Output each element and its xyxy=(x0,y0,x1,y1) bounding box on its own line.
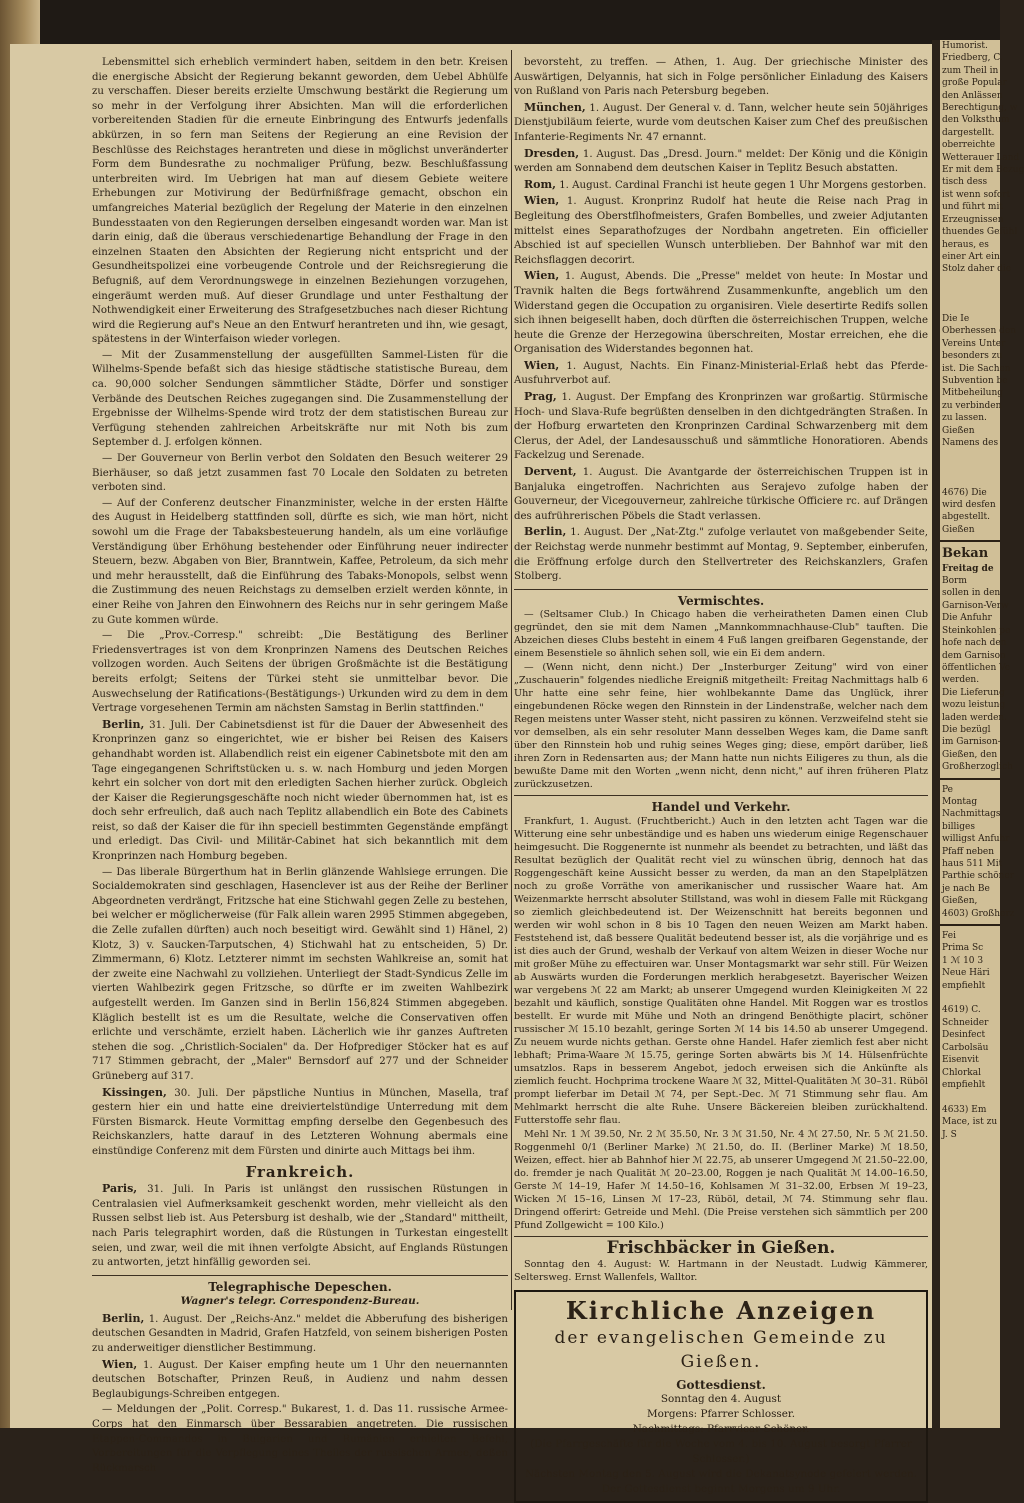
article-body: 1. August. Der Empfang des Kronprinzen war großartig. Stürmische Hoch- und Slava-Rufe begrüßten denselben in den dichtgedrängten Straßen. In der Hofburg erwarteten den Kronprinzen Cardinal Schwarzenberg mit dem Clerus, der Adel, der Landesausschuß und sämmtliche Honoratioren. Abends Fackelzug und Serenade. xyxy=(514,392,928,462)
strip-line: Erzeugnissen xyxy=(942,214,1004,225)
section-heading-telegraphische: Telegraphische Depeschen. xyxy=(208,1279,392,1294)
strip-line: Eisenvit xyxy=(942,1055,979,1066)
strip-line: Vereins Unter xyxy=(942,338,1006,349)
strip-line: Namens des xyxy=(942,438,999,448)
dateline-place: Dresden, xyxy=(524,146,580,160)
dateline-place: Paris, xyxy=(102,1182,138,1196)
article-text: — (Wenn nicht, denn nicht.) Der „Insterburger Zeitung" wird von einer „Zuschauerin" folgendes niedliche Ereigniß mitgetheilt: Freitag Nachmittags halb 6 Uhr hatte eine sehr feine, hier wohlbekannte Dame das Unglück, ihrer eingebundenen Röcke wegen den Rinnstein in der Lindenstraße, welcher nach dem Regen meistens unter Wasser steht, nicht passiren zu können. Verzweifelnd steht sie vor demselben, als ein sehr resoluter Mann desselben Weges kam, die Dame sanft über den Rinnstein hob und ruhig seines Weges ging; diese, empört darüber, ließ ihren Zorn in Redensarten aus; der Mann hatte nun nichts Eiligeres zu thun, als die bewußte Dame mit den Worten „wenn nicht, denn nicht," auf ihren früheren Platz zurückzusetzen. xyxy=(514,662,928,791)
article-text: Sonntag den 4. August: W. Hartmann in der Neustadt. Ludwig Kämmerer, Seltersweg. Ernst Wallenfels, Walltor. xyxy=(514,1258,928,1283)
article-text: Lebensmittel sich erheblich vermindert haben, seitdem in den betr. Kreisen die energische Absicht der Regierung bekannt geworden, dem Uebel Abhülfe zu verschaffen. Dieser bereits erzielte Umschwung bestärkt die Regierung um so mehr in der Verfolgung ihrer Absichten. Man will die erforderlichen vorbereitenden Stadien für die erneute Einbringung des Entwurfs jedenfalls abkürzen, in so fern man Seitens der Regierung an eine Revision der Beschlüsse des Reichstages herantreten und diese in möglichst unveränderter Form dem Bundesrathe zu nochmaliger Prüfung, bezw. Beschlußfassung unterbreiten wird. Im Uebrigen hat man auf diesem Gebiete weitere Erhebungen zur Motivirung der Bedürfnißfrage gemacht, obschon ein umfangreiches Material bezüglich der Regelung der Materie in den einzelnen Bundesstaaten von den Regierungen derselben eingesandt worden war. Man ist darin einig, daß die überaus verschiedenartige Behandlung der Frage in den einzelnen Staaten den Absichten der Regierung nicht entspricht und der Gesundheitspolizei eine vorbeugende Controle und der Reichsregierung die Befugniß, auf dem Verordnungswege in einzelnen Beziehungen vorzugehen, eingeräumt werden muß. Auf dieser Grundlage und unter Festhaltung der Nothwendigkeit einer Erweiterung des Strafgesetzbuches nach dieser Richtung wird die Regierung auf's Neue an den Entwurf herantreten und ihn, wie gesagt, spätestens in der Winterfaison wieder vorlegen. xyxy=(92,57,508,346)
article-text xyxy=(92,1358,508,1403)
dateline-place: München, xyxy=(524,100,586,114)
strip-line: wird desfen xyxy=(942,500,996,511)
strip-line: zu verbinden xyxy=(942,400,1002,411)
strip-line: tisch dess xyxy=(942,177,988,188)
adjacent-page-strip xyxy=(940,40,1024,1428)
strip-line: den Volksthum xyxy=(942,115,1010,126)
strip-line: Humorist. xyxy=(942,41,988,51)
section-subheading: Wagner's telegr. Correspondenz-Bureau. xyxy=(180,1295,420,1308)
strip-line: besonders zu xyxy=(942,351,1003,362)
strip-line: billiges xyxy=(942,821,975,832)
section-heading-frankreich: Frankreich. xyxy=(245,1162,355,1181)
strip-line: Die Ie xyxy=(942,313,970,324)
article-text xyxy=(514,269,928,358)
strip-line: dem Garnison xyxy=(942,650,1006,661)
strip-line: J. S xyxy=(942,1129,957,1140)
strip-lines xyxy=(940,575,1013,774)
strip-line: Stolz daher die xyxy=(942,264,1012,275)
strip-line: heraus, es xyxy=(942,239,989,250)
article-body: 1. August, Nachts. Ein Finanz-Ministerial-Erlaß hebt das Pferde-Ausfuhrverbot auf. xyxy=(514,360,928,387)
article-text: — Auf der Conferenz deutscher Finanzminister, welche in der ersten Hälfte des August in Heidelberg stattfinden soll, dürfte es sich, wie man hört, nicht sowohl um die Frage der Tabaksbesteuerung handeln, als um eine vorläufige Verständigung über Erhöhung bestehender oder Einführung neuer indirecter Steuern, bezw. Abgaben von Bier, Branntwein, Kaffee, Petroleum, da sich mehr und mehr herausstellt, daß die Einführung des Tabaks-Monopols, selbst wenn die Zustimmung des neuen Reichstags zu demselben erzielt werden könnte, in einer Reihe von Jahren den Einwohnern des Reichs nur in sehr geringem Maße zu Gute kommen würde. xyxy=(92,497,508,626)
article-body: 1. August, Abends. Die „Presse" meldet von heute: In Mostar und Travnik halten die Begs fortwährend Zusammenkunfte, angeblich um den Widerstand gegen die Occupation zu organisiren. Viele desertirte Redifs sollen sich ihnen beigesellt haben, doch dürften die österreichischen Truppen, welche heute die Grenze der Herzegowina überschreiten, Mostar erreichen, ehe die Organisation des Widerstandes begonnen hat. xyxy=(514,271,928,356)
strip-line xyxy=(942,992,1000,1004)
strip-line: empfiehlt xyxy=(942,1079,986,1090)
divider xyxy=(514,589,928,590)
notice-line: (Die Pfarrgeschäfte für die Woche vom 4. bis 10. August besorgt Pfarrer Schlosser.) xyxy=(530,1438,912,1466)
article-text xyxy=(92,1182,508,1271)
strip-line: werden. xyxy=(942,675,980,686)
strip-line: abgestellt. xyxy=(942,512,991,523)
strip-line: Prima Sc xyxy=(942,943,984,954)
strip-line: 4676) Die xyxy=(942,487,987,498)
article-body: Der Cabinetsdienst ist für die Dauer der Abwesenheit des Kronprinzen ganz so eingerichtet, wie er bisher bei Reisen des Kaisers gehandhabt worden ist. Allabendlich reist ein eigener Cabinetsbote mit den am Tage eingegangenen Schriftstücken u. s. w. nach Homburg und jeden Morgen kehrt ein solcher von dort mit den erledigten Sachen hierher zurück. Obgleich der Kaiser die Regierungsgeschäfte noch nicht wieder übernommen hat, ist es doch sehr erfreulich, daß auch nach Teplitz allabendlich ein Bote des Cabinets reist, so daß der Kaiser die für ihn speciell bestimmten Gegenstände empfängt und erledigt. Das Civil- und Militär-Cabinet hat sich bekanntlich mit dem Kronprinzen nach Homburg begeben. xyxy=(92,719,508,863)
strip-line: sollen in den xyxy=(942,588,1001,599)
strip-line: Gießen, xyxy=(942,896,978,907)
strip-line: je nach Be xyxy=(942,883,990,894)
strip-line: Mace, ist zu xyxy=(942,1117,998,1128)
article-text xyxy=(514,465,928,524)
dateline-place: Prag, xyxy=(524,390,557,404)
strip-line: hofe nach den xyxy=(942,638,1007,649)
section-heading-vermischtes: Vermischtes. xyxy=(677,593,765,608)
strip-line: dargestellt. xyxy=(942,127,995,138)
strip-line: Neue Häri xyxy=(942,968,990,979)
strip-line: haus 511 Mit xyxy=(942,859,1003,869)
column-rule xyxy=(511,50,512,1310)
divider xyxy=(514,1236,928,1237)
strip-line xyxy=(942,288,1000,300)
strip-line: ist. Die Sachen xyxy=(942,363,1011,374)
article-body: 1. August. Der „Nat-Ztg." zufolge verlautet von maßgebender Seite, der Reichstag werde nunmehr bestimmt auf Montag, 9. September, einberufen, die Eröffnung erfolge durch den Stellvertreter des Reichskanzlers, Grafen Stolberg. xyxy=(514,527,928,583)
article-text: — Die „Prov.-Corresp." schreibt: „Die Bestätigung des Berliner Friedensvertrages ist von dem Kronprinzen Namens des Deutschen Reiches vollzogen worden. Auch Seitens der übrigen Großmächte ist die Bestätigung bereits erfolgt; Seitens der Türkei steht sie unmittelbar bevor. Die Auswechselung der Ratifications-(Bestätigungs-) Urkunden wird zu dem in dem Vertrage vorgesehenen Termin am nächsten Samstag in Berlin stattfinden." xyxy=(92,630,508,715)
dateline-date: 30. Juli. xyxy=(166,1087,219,1099)
article-text xyxy=(514,359,928,389)
article-text xyxy=(92,1312,508,1357)
dateline-place: Kissingen, xyxy=(102,1085,167,1099)
strip-line xyxy=(942,449,1000,461)
article-body: In Paris ist unlängst den russischen Rüstungen in Centralasien viel Aufmerksamkeit geschenkt worden, mehr vielleicht als den Russen selbst lieb ist. Aus Petersburg ist deshalb, wie der „Standard" mittheilt, nach Paris telegraphirt worden, daß die Rüstungen in Turkestan eingestellt seien, und zwar, weil die mit ihnen verfolgte Absicht, auf Englands Rüstungen zu antworten, jetzt hinfällig geworden sei. xyxy=(92,1184,508,1269)
strip-line: Carbolsäu xyxy=(942,1042,989,1053)
strip-line: Borm xyxy=(942,576,967,587)
strip-line: laden werden. xyxy=(942,712,1008,723)
article-text xyxy=(514,178,928,194)
strip-line: Oberhessen den xyxy=(942,326,1016,337)
strip-lines xyxy=(940,784,1015,920)
divider xyxy=(940,540,1000,542)
strip-lines xyxy=(940,930,1000,1141)
strip-line: Großherzoglich xyxy=(942,762,1013,773)
article-body: 1. August. Cardinal Franchi ist heute gegen 1 Uhr Morgens gestorben. xyxy=(555,179,927,191)
price-list: Mehl Nr. 1 ℳ 39.50, Nr. 2 ℳ 35.50, Nr. 3 ℳ 31.50, Nr. 4 ℳ 27.50, Nr. 5 ℳ 21.50. Roggenmehl 0/1 (Berliner Marke) ℳ 21.50, do. II. (Berliner Marke) ℳ 18.50, Weizen, effect. hier ab Bahnhof hier ℳ 22.75, ab unserer Umgegend ℳ 21.50–22.00, do. fremder je nach Qualität ℳ 20–23.00, Roggen je nach Qualität ℳ 14.00–16.50, Gerste ℳ 14–19, Hafer ℳ 14.50–16, Kohlsamen ℳ 31–32.00, Erbsen ℳ 19–23, Wicken ℳ 15–16, Linsen ℳ 17–23, Rüböl, detail, ℳ 74. Stimmung sehr flau. Dringend offerirt: Getreide und Mehl. (Die Preise verstehen sich sämmtlich per 200 Pfund Zollgewicht = 100 Kilo.) xyxy=(514,1128,928,1231)
strip-line: im Garnison- xyxy=(942,737,1001,748)
strip-line: Garnison-Verw xyxy=(942,600,1009,611)
notice-subtitle: der evangelischen Gemeinde zu Gießen. xyxy=(554,1327,888,1372)
section-heading-frischbaecker: Frischbäcker in Gießen. xyxy=(606,1237,836,1258)
strip-line: willigst Anfuhr xyxy=(942,834,1010,845)
strip-line: Chlorkal xyxy=(942,1067,981,1078)
dateline-place: Berlin, xyxy=(524,525,567,539)
notice-line: Morgens: Pfarrer Schlosser. xyxy=(646,1408,796,1421)
strip-line xyxy=(942,276,1000,288)
article-body: 1. August. Der General v. d. Tann, welcher heute sein 50jähriges Dienstjubiläum feierte, wurde vom deutschen Kaiser zum Chef des preußischen Infanterie-Regiments Nr. 47 ernannt. xyxy=(514,102,928,143)
dateline-date: 31. Juli. xyxy=(144,719,191,731)
strip-line: Die bezügl xyxy=(942,724,991,735)
strip-line: Desinfect xyxy=(942,1030,986,1041)
dateline-place: Wien, xyxy=(524,358,560,372)
strip-line: Schneider xyxy=(942,1017,989,1028)
strip-line: Gießen xyxy=(942,425,975,436)
strip-line: 4603) Großherz xyxy=(942,908,1015,919)
strip-line: Wetterauer Land xyxy=(942,152,1020,163)
strip-line: oberreichte xyxy=(942,140,996,151)
strip-line: Gießen xyxy=(942,524,975,535)
strip-line: Berechtigung, w xyxy=(942,103,1018,114)
article-text: — (Seltsamer Club.) In Chicago haben die verheiratheten Damen einen Club gegründet, den sie mit dem Namen „Mannkommnachhause-Club" tauften. Die Abzeichen dieses Clubs besteht in einem 4 Fuß langen greifbaren Gegenstande, der einem Besenstiele so ähnlich sehen soll, wie ein Ei dem andern. xyxy=(514,609,928,660)
strip-line: Pfaff neben xyxy=(942,846,995,857)
strip-line: zum Theil in xyxy=(942,65,999,76)
article-text xyxy=(514,525,928,584)
strip-heading: Bekan xyxy=(942,546,989,562)
notice-heading: Gottesdienst. xyxy=(676,1377,766,1392)
article-text xyxy=(92,718,508,865)
church-notice-box xyxy=(514,1290,928,1503)
article-text xyxy=(514,147,928,177)
strip-line: wozu leistung xyxy=(942,700,1006,711)
strip-line: Die Anfuhr xyxy=(942,613,992,624)
strip-line: Die Lieferung xyxy=(942,687,1005,698)
article-text: Frankfurt, 1. August. (Fruchtbericht.) Auch in den letzten acht Tagen war die Witterung eine sehr unbeständige und es haben uns wiederum einige Regenschauer heimgesucht. Die Roggenernte ist nunmehr als beendet zu betrachten, und läßt das Resultat bezüglich der Qualität recht viel zu wünschen übrig, dennoch hat das Roggengeschäft keine Aussicht besser zu werden, da man an den Stapelplätzen noch zu große Vorräthe von amerikanischer und russischer Waare hat. Am Weizenmarkte herrscht absoluter Stillstand, was wohl in diesem Falle mit Rückgang so ziemlich gleichbedeutend ist. Der Weizenschnitt hat bereits begonnen und werden wir wohl schon in 8 bis 10 Tagen den neuen Weizen am Markt haben. Feststehend ist, daß bessere Qualität bedeutend besser ist, als die vorjährige und es ist dies auch der Grund, weshalb der Verkauf von altem Weizen in dieser Woche nur mit großer Mühe zu effectuiren war. Unser Montagsmarkt war sehr still. Für Weizen ab Auswärts wurden die Forderungen merklich herabgesetzt. Bayerischer Weizen war vergebens ℳ 22 am Markt; ab unserer Umgegend wurden Kleinigkeiten ℳ 22 bezahlt und käuflich, sonstige Qualitäten ohne Handel. Mit Roggen war es trostlos bestellt. Er wurde mit Mühe und Noth an dringend Benöthigte placirt, schöner russischer ℳ 15.10 bezahlt, geringe Sorten ℳ 14 bis 14.50 ab unserer Umgegend. Zu neuem wurde nichts gethan. Gerste ohne Handel. Hafer ziemlich fest aber nicht lebhaft; Prima-Waare ℳ 15.75, geringe Sorten abwärts bis ℳ 14. Hülsenfrüchte umsatzlos. Raps in besserem Angebot, jedoch erweisen sich die Ankünfte als ziemlich feucht. Hochprima trockene Waare ℳ 32, Mittel-Qualitäten ℳ 30–31. Rüböl prompt lieferbar im Detail ℳ 74, per Sept.-Dec. ℳ 71 Stimmung sehr flau. Am Mehlmarkt herrscht die alte Ruhe. Unsere Bäckereien bleiben zurückhaltend. Futterstoffe sehr flau. xyxy=(514,815,928,1126)
strip-line: Er mit dem Bezug xyxy=(942,165,1024,176)
column-left xyxy=(92,56,509,1474)
strip-line: Pe xyxy=(942,784,953,795)
dateline-place: Berlin, xyxy=(102,1311,145,1325)
article-body: 1. August. Kronprinz Rudolf hat heute die Reise nach Prag in Begleitung des Oberstflhofmeisters, Grafen Bombelles, und zweier Adjutanten mittelst eines Separathofzuges der Nordbahn angetreten. Ein officieller Abschied ist auf speciellen Wunsch unterblieben. Der Bahnhof war mit den Reichsflaggen decorirt. xyxy=(514,196,928,266)
article-text: — Das liberale Bürgerthum hat in Berlin glänzende Wahlsiege errungen. Die Socialdemokraten sind geschlagen, Hasenclever ist aus der Reihe der Berliner Abgeordneten verdrängt, Fritzsche hat eine Stichwahl gegen Zelle zu bestehen, bei welcher er möglicherweise (für Falk allein waren 2995 Stimmen abgegeben, die Zelle zufallen dürften) auch noch beseitigt wird. Gewählt sind 1) Hänel, 2) Klotz, 3) v. Saucken-Tarputschen, 4) Stichwahl hat zu entscheiden, 5) Dr. Zimmermann, 6) Klotz. Letzterer nimmt im sechsten Wahlkreise an, somit hat der zweite eine Nachwahl zu vollziehen. Unterliegt der Stadt-Syndicus Zelle im vierten Wahlbezirk gegen Fritzsche, so dürfte er im zweiten Wahlbezirk aufgestellt werden. Im Ganzen sind in Berlin 156,824 Stimmen abgegeben. Kläglich bestellt ist es um die Resultate, welche die Conservativen offen erlichte und verschämte, erzielt haben. Lächerlich wie ihr ganzes Auftreten stehen die sog. „Christlich-Socialen" da. Der Hofprediger Stöcker hat es auf 717 Stimmen gebracht, der „Maler" Bernsdorf auf 277 und der Schneider Grüneberg auf 317. xyxy=(92,866,508,1082)
strip-subheading: Freitag de xyxy=(942,563,994,574)
strip-line: ist wenn sofort xyxy=(942,189,1011,200)
strip-line: 4619) C. xyxy=(942,1005,981,1016)
strip-lines xyxy=(940,40,1024,536)
article-body: Der päpstliche Nuntius in München, Masella, traf gestern hier ein und hatte eine dreiviertelstündige Unterredung mit dem Fürsten Bismarck. Heute Vormittag empfing derselbe den Gegenbesuch des Reichskanzlers, hatte darauf in des Letzteren Wohnung abermals eine einstündige Conferenz mit dem Fürsten und dinirte auch Mittags bei ihm. xyxy=(92,1087,509,1157)
article-text: — Der Gouverneur von Berlin verbot den Soldaten den Besuch weiterer 29 Bierhäuser, so daß jetzt zusammen fast 70 Locale den Soldaten zu betreten verboten sind. xyxy=(92,453,508,494)
strip-line: 1 ℳ 10 3 xyxy=(942,955,984,966)
dateline-place: Rom, xyxy=(524,177,556,191)
strip-line xyxy=(942,1091,1000,1103)
strip-line: Gießen, den xyxy=(942,749,998,760)
notice-title: Kirchliche Anzeigen xyxy=(565,1295,877,1325)
strip-line: Mitbeheilung xyxy=(942,388,1004,399)
strip-line: Steinkohlen pe xyxy=(942,625,1011,636)
strip-line xyxy=(942,301,1000,313)
article-text xyxy=(514,101,928,146)
dateline-place: Wien, xyxy=(524,194,560,208)
article-text: bevorsteht, zu treffen. — Athen, 1. Aug. Der griechische Minister des Auswärtigen, Delyannis, hat sich in Folge persönlicher Einladung des Kaisers von Rußland von Paris nach Petersburg begeben. xyxy=(514,57,928,98)
strip-line: Nachmittags xyxy=(942,809,1001,820)
dateline-place: Wien, xyxy=(102,1357,138,1371)
strip-line: Fei xyxy=(942,931,956,942)
dateline-place: Berlin, xyxy=(102,717,145,731)
dateline-date: 31. Juli. xyxy=(137,1184,194,1196)
divider xyxy=(514,795,928,796)
article-body: 1. August. Das „Dresd. Journ." meldet: Der König und die Königin werden am Sonnabend dem deutschen Kaiser in Teplitz Besuch abstatten. xyxy=(514,148,928,175)
strip-line: 4633) Em xyxy=(942,1104,987,1115)
strip-line: den Anlässen xyxy=(942,90,1003,101)
article-body: 1. August. Der Kaiser empfing heute um 1 Uhr den neuernannten deutschen Botschafter, Prinzen Reuß, in Audienz und nahm dessen Beglaubigungs-Schreiben entgegen. xyxy=(92,1359,508,1400)
strip-line: empfiehlt xyxy=(942,980,986,991)
divider xyxy=(940,924,1000,926)
section-heading-handel: Handel und Verkehr. xyxy=(651,800,791,815)
notice-line: Der Gottesdienst beginnt Morgens um 9 Uhr. xyxy=(601,1483,841,1496)
article-text xyxy=(92,1086,508,1160)
strip-line: Montag xyxy=(942,796,978,807)
article-body: 1. August. Die Avantgarde der österreichischen Truppen ist in Banjaluka eingetroffen. Nachrichten aus Serajevo zufolge haben der Gouverneur, der Vicegouverneur, zahlreiche türkische Officiere rc. auf Drängen des aufrührerischen Pöbels die Stadt verlassen. xyxy=(514,467,928,522)
article-text xyxy=(514,194,928,268)
strip-line xyxy=(942,462,1000,474)
strip-line: und führt mit xyxy=(942,202,1003,213)
notice-line: Nachmittags: Pfarrvicar Schöner. xyxy=(632,1423,810,1436)
strip-line: öffentlichen Ve xyxy=(942,662,1011,673)
divider xyxy=(92,1275,508,1276)
article-text: — Meldungen der „Polit. Corresp." Bukarest, 1. d. Das 11. russische Armee-Corps hat den Einmarsch über Bessarabien angetreten. Die russischen Etappen-Commandos in Bulgarien und Rumänien erhielten Befehl, Vorbereitungen für die Verpflegung eines Theiles der russischen Armee, deßen Rückmarsch xyxy=(92,1404,508,1474)
dateline-place: Dervent, xyxy=(524,465,577,479)
strip-line: Subvention be xyxy=(942,375,1008,386)
strip-line: thuendes Gefühl xyxy=(942,227,1018,238)
strip-line xyxy=(942,474,1000,486)
article-body: 1. August. Der „Reichs-Anz." meldet die Abberufung des bisherigen deutschen Gesandten in Madrid, Grafen Hatzfeld, von seinem bisherigen Posten zu anderweitiger dienstlicher Bestimmung. xyxy=(92,1313,508,1355)
strip-line: Parthie schöner xyxy=(942,871,1015,882)
strip-line: große Popular xyxy=(942,78,1007,89)
article-text: — Mit der Zusammenstellung der ausgefüllten Sammel-Listen für die Wilhelms-Spende befaßt sich das hiesige städtische statistische Bureau, dem ca. 90,000 solcher Sendungen sämmtlicher Städte, Dörfer und sonstiger Verbände des Deutschen Reiches zugegangen sind. Die Zusammenstellung der Ergebnisse der Wilhelms-Spende wird trotz der dem statistischen Bureau zur Verfügung stehenden zahlreichen Arbeitskräfte nur mit Noth bis zum September d. J. erfolgen können. xyxy=(92,349,508,449)
strip-line: zu lassen. xyxy=(942,413,987,424)
article-text xyxy=(514,390,928,464)
strip-line: Friedberg, C. xyxy=(942,53,1003,64)
divider xyxy=(940,778,1000,780)
dateline-place: Wien, xyxy=(524,269,560,283)
notice-line: Sonntag den 4. August xyxy=(660,1393,782,1406)
column-right xyxy=(514,56,928,1496)
strip-line: einer Art ein xyxy=(942,251,1000,262)
notice-line: Nächsten Montag den 5. August wird die Dekanatsynode gefeiert werden. xyxy=(524,1468,918,1481)
